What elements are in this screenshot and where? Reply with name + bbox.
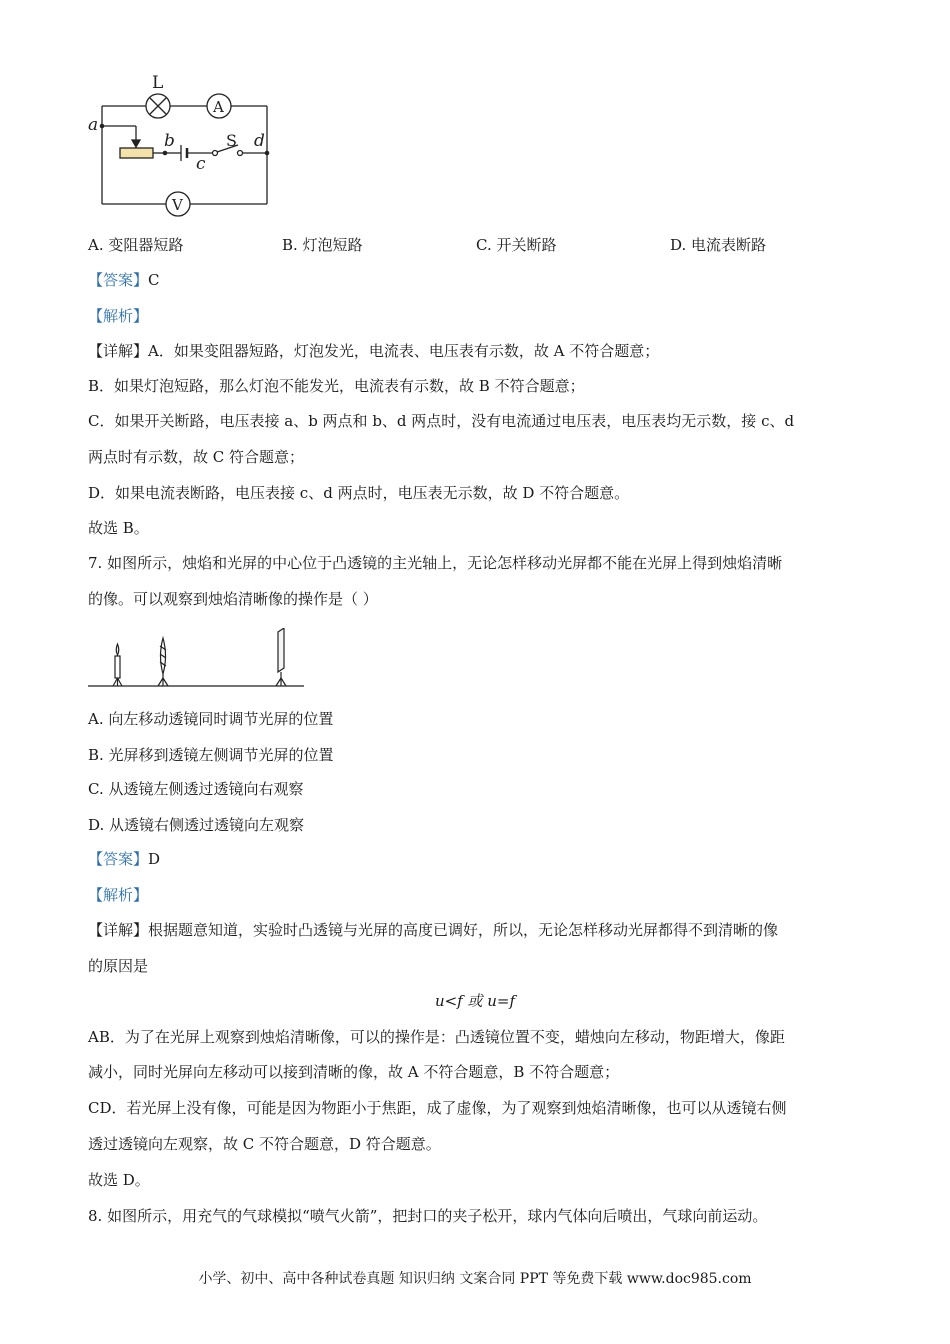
q8-stem-1: 8. 如图所示，用充气的气球模拟“喷气火箭”，把封口的夹子松开，球内气体向后喷出，气球向前运动。 [88,1207,768,1225]
point-a-label: a [88,115,99,135]
q6-detail-2: B．如果灯泡短路，那么灯泡不能发光，电流表有示数，故 B 不符合题意； [88,377,585,395]
q7-option-b: B. 光屏移到透镜左侧调节光屏的位置 [88,746,334,764]
q6-option-a: A. 变阻器短路 [88,236,184,254]
q6-conclusion: 故选 B。 [88,519,149,537]
q7-ab-1: AB．为了在光屏上观察到烛焰清晰像，可以的操作是：凸透镜位置不变，蜡烛向左移动，物距增大，像距 [88,1028,785,1046]
q6-detail-1: 【详解】A．如果变阻器短路，灯泡发光，电流表、电压表有示数，故 A 不符合题意； [88,342,660,360]
q6-detail-5: D．如果电流表断路，电压表接 c、d 两点时，电压表无示数，故 D 不符合题意。 [88,484,630,502]
q6-detail-4: 两点时有示数，故 C 符合题意； [88,448,305,466]
page-footer: 小学、初中、高中各种试卷真题 知识归纳 文案合同 PPT 等免费下载 www.doc985.com [198,1271,752,1287]
q7-stem-2: 的像。可以观察到烛焰清晰像的操作是（ ） [88,590,378,608]
q7-ab-2: 减小，同时光屏向左移动可以接到清晰的像，故 A 不符合题意，B 不符合题意； [88,1063,620,1081]
q7-conclusion: 故选 D。 [88,1171,150,1189]
q7-analysis-tag: 【解析】 [88,886,149,904]
answer-value: D [148,850,161,868]
lamp-label: L [152,73,164,93]
q6-analysis-tag: 【解析】 [88,307,149,325]
switch-label: S [226,131,237,150]
q7-cd-1: CD．若光屏上没有像，可能是因为物距小于焦距，成了虚像，为了观察到烛焰清晰像，也可以从透镜右侧 [88,1099,787,1117]
q6-detail-3: C．如果开关断路，电压表接 a、b 两点和 b、d 两点时，没有电流通过电压表，电压表均无示数，接 c、d [88,412,795,430]
answer-value: C [148,271,160,289]
q7-cd-2: 透过透镜向左观察，故 C 不符合题意，D 符合题意。 [88,1135,441,1153]
voltmeter-label: V [172,196,183,214]
circuit-diagram [80,68,280,223]
point-c-label: c [196,154,206,174]
q6-answer [88,270,160,290]
answer-tag: 【答案】 [88,850,149,868]
point-b-label: b [164,131,175,151]
q7-detail-1: 【详解】根据题意知道，实验时凸透镜与光屏的高度已调好，所以，无论怎样移动光屏都得不到清晰的像 [88,921,779,939]
q7-formula: u<f 或 u=f [434,992,516,1010]
point-d-label: d [254,131,265,151]
q6-option-c: C. 开关断路 [476,236,557,254]
q7-answer [88,849,160,869]
optical-bench-diagram [86,628,308,690]
q6-option-d: D. 电流表断路 [670,236,767,254]
ammeter-label: A [213,98,224,116]
q7-option-d: D. 从透镜右侧透过透镜向左观察 [88,816,305,834]
q7-option-c: C. 从透镜左侧透过透镜向右观察 [88,780,304,798]
q7-stem-1: 7. 如图所示，烛焰和光屏的中心位于凸透镜的主光轴上，无论怎样移动光屏都不能在光屏上得到烛焰清晰 [88,554,783,572]
q7-detail-2: 的原因是 [88,957,149,975]
q6-option-b: B. 灯泡短路 [282,236,363,254]
answer-tag: 【答案】 [88,271,149,289]
q7-option-a: A. 向左移动透镜同时调节光屏的位置 [88,710,334,728]
